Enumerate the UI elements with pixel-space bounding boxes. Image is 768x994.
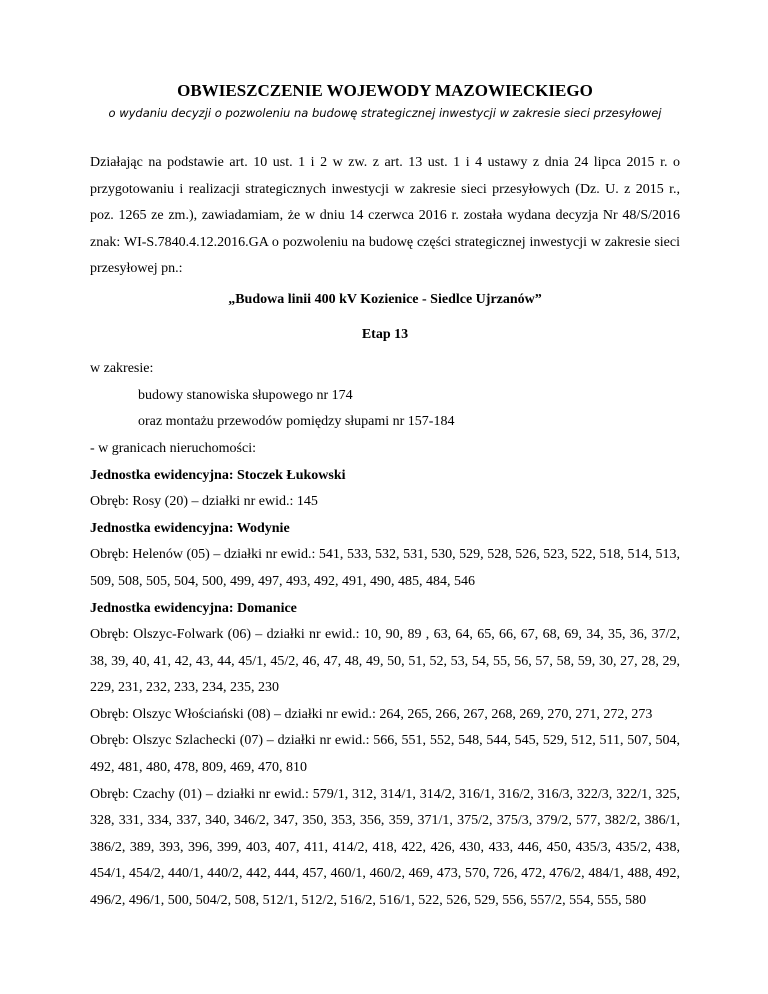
parcel-list: Obręb: Olszyc Włościański (08) – działki nr ewid.: 264, 265, 266, 267, 268, 269, 270, 271, 272, 273 <box>90 706 653 722</box>
unit-heading: Jednostka ewidencyjna: Wodynie <box>90 520 290 536</box>
unit-heading: Jednostka ewidencyjna: Domanice <box>90 600 297 616</box>
intro-paragraph: Działając na podstawie art. 10 ust. 1 i 2 w zw. z art. 13 ust. 1 i 4 ustawy z dnia 24 lipca 2015 r. o przygotowaniu i realizacji strategicznych inwestycji w zakresie sieci przesyłowych (Dz. U. z 2015 r., poz. 1265 ze zm.), zawiadamiam, że w dniu 14 czerwca 2016 r. została wydana decyzja Nr 48/S/2016 znak: WI-S.7840.4.12.2016.GA o pozwoleniu na budowę części strategicznej inwestycji w zakresie sieci przesyłowej pn.: <box>90 155 680 277</box>
parcel-list: Obręb: Rosy (20) – działki nr ewid.: 145 <box>90 494 318 510</box>
parcel-list: Obręb: Olszyc Szlachecki (07) – działki nr ewid.: 566, 551, 552, 548, 544, 545, 529, 512, 511, 507, 504, 492, 481, 480, 478, 809, 469, 470, 810 <box>90 733 680 776</box>
parcel-list: Obręb: Olszyc-Folwark (06) – działki nr ewid.: 10, 90, 89 , 63, 64, 65, 66, 67, 68, 69, 34, 35, 36, 37/2, 38, 39, 40, 41, 42, 43, 44, 45/1, 45/2, 46, 47, 48, 49, 50, 51, 52, 53, 54, 55, 56, 57, 58, 59, 30, 27, 28, 29, 229, 231, 232, 233, 234, 235, 230 <box>90 627 680 696</box>
document-title: OBWIESZCZENIE WOJEWODY MAZOWIECKIEGO <box>177 81 593 100</box>
parcel-list: Obręb: Helenów (05) – działki nr ewid.: 541, 533, 532, 531, 530, 529, 528, 526, 523, 522, 518, 514, 513, 509, 508, 505, 504, 500, 499, 497, 493, 492, 491, 490, 485, 484, 546 <box>90 547 680 589</box>
unit-heading: Jednostka ewidencyjna: Stoczek Łukowski <box>90 467 346 483</box>
scope-item: oraz montażu przewodów pomiędzy słupami nr 157-184 <box>138 414 455 430</box>
stage-label: Etap 13 <box>361 326 409 342</box>
scope-label: w zakresie: <box>90 361 154 377</box>
within-label: - w granicach nieruchomości: <box>90 440 256 456</box>
parcel-list: Obręb: Czachy (01) – działki nr ewid.: 579/1, 312, 314/1, 314/2, 316/1, 316/2, 316/3, 322/3, 322/1, 325, 328, 331, 334, 337, 340, 346/2, 347, 350, 353, 356, 359, 371/1, 375/2, 375/3, 379/2, 577, 382/2, 386/1, 386/2, 389, 393, 396, 399, 403, 407, 411, 414/2, 418, 422, 426, 430, 433, 446, 450, 435/3, 435/2, 438, 454/1, 454/2, 440/1, 440/2, 442, 444, 457, 460/1, 460/2, 469, 473, 570, 726, 472, 476/2, 484/1, 488, 492, 496/2, 496/1, 500, 504/2, 508, 512/1, 512/2, 516/2, 516/1, 522, 526, 529, 556, 557/2, 554, 555, 580 <box>90 786 680 909</box>
scope-item: budowy stanowiska słupowego nr 174 <box>138 387 353 403</box>
document-page <box>90 80 680 915</box>
project-name: „Budowa linii 400 kV Kozienice - Siedlce Ujrzanów” <box>228 291 542 307</box>
document-subtitle: o wydaniu decyzji o pozwoleniu na budowę strategicznej inwestycji w zakresie sieci przesyłowej <box>108 106 662 120</box>
